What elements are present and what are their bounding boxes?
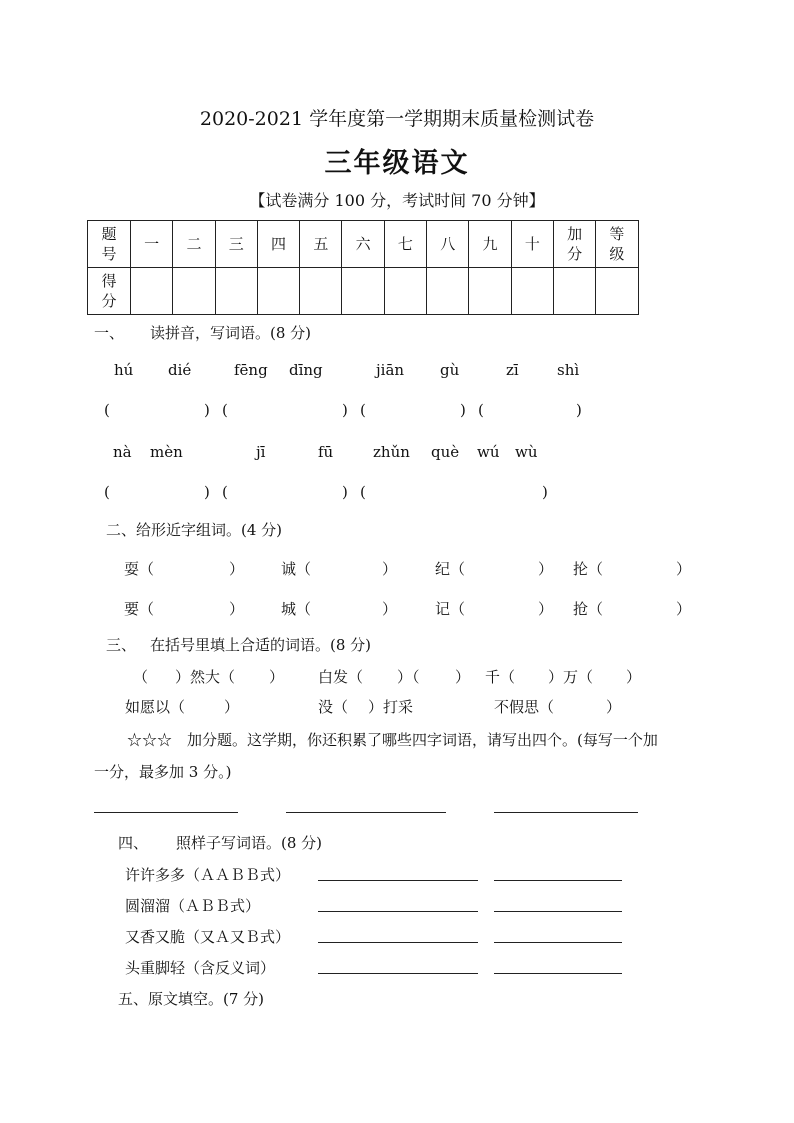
pinyin: zhǔn — [373, 443, 410, 461]
blank-text: ）（ — [397, 668, 420, 686]
score-cell[interactable] — [131, 268, 173, 315]
header-cell: 一 — [131, 221, 173, 268]
char-item-close: ） — [229, 560, 245, 578]
char-item: 城（ — [281, 600, 312, 618]
pinyin: gù — [440, 361, 460, 379]
answer-line[interactable] — [318, 973, 478, 974]
answer-line[interactable] — [494, 812, 638, 813]
blank-text: ）打采 — [368, 698, 414, 716]
score-cell[interactable] — [511, 268, 553, 315]
score-cell[interactable] — [257, 268, 299, 315]
char-item-close: ） — [382, 560, 398, 578]
pinyin: nà — [113, 443, 132, 461]
blank-text: 不假思（ — [494, 698, 555, 716]
answer-line[interactable] — [318, 911, 478, 912]
header-cell-label: 题 号 — [88, 221, 131, 268]
pattern-example: 又香又脆（又Ａ又Ｂ式） — [125, 928, 291, 946]
pinyin: dié — [168, 361, 192, 379]
q3-number: 三、 — [106, 636, 137, 654]
char-item-close: ） — [676, 560, 692, 578]
exam-title: 2020-2021 学年度第一学期期末质量检测试卷 — [199, 108, 595, 130]
score-table-score-row — [88, 268, 639, 315]
score-table-header-row — [88, 221, 639, 268]
score-cell[interactable] — [300, 268, 342, 315]
score-cell[interactable] — [596, 268, 638, 315]
char-item: 记（ — [435, 600, 466, 618]
pinyin: fēng — [234, 361, 268, 379]
score-row-label: 得 分 — [88, 268, 131, 315]
answer-paren-open: ( — [222, 401, 228, 419]
answer-paren-close: ) — [460, 401, 466, 419]
pattern-example: 头重脚轻（含反义词） — [125, 959, 276, 977]
answer-paren-close: ) — [342, 483, 348, 501]
char-item-close: ） — [229, 600, 245, 618]
pinyin: què — [431, 443, 460, 461]
answer-paren-open: ( — [222, 483, 228, 501]
answer-line[interactable] — [494, 880, 622, 881]
blank-text: ） — [224, 698, 240, 716]
pattern-example: 圆溜溜（ＡＢＢ式） — [125, 897, 261, 915]
char-item: 诚（ — [281, 560, 312, 578]
char-item: 耍（ — [124, 560, 155, 578]
q3-heading: 在括号里填上合适的词语。(8 分) — [150, 636, 372, 654]
char-item: 抡（ — [573, 560, 604, 578]
answer-paren-close: ) — [204, 483, 210, 501]
header-cell: 九 — [469, 221, 511, 268]
q1-number: 一、 — [94, 324, 125, 342]
char-item: 要（ — [124, 600, 155, 618]
char-item-close: ） — [676, 600, 692, 618]
header-cell: 七 — [384, 221, 426, 268]
score-cell[interactable] — [469, 268, 511, 315]
pinyin: shì — [557, 361, 580, 379]
pinyin: dīng — [289, 361, 323, 379]
blank-text: ）然大（ — [175, 668, 236, 686]
blank-text: 没（ — [318, 698, 349, 716]
blank-text: 如愿以（ — [125, 698, 186, 716]
pinyin: wú — [477, 443, 500, 461]
q2-heading: 二、给形近字组词。(4 分) — [106, 521, 283, 539]
answer-paren-close: ) — [542, 483, 548, 501]
header-cell-grade: 等 级 — [596, 221, 638, 268]
blank-text: 千（ — [485, 668, 516, 686]
bonus-question-cont: 一分，最多加 3 分。) — [94, 763, 232, 781]
answer-paren-open: ( — [360, 483, 366, 501]
exam-subtitle: 三年级语文 — [324, 148, 470, 179]
blank-text: ） — [606, 698, 622, 716]
answer-paren-close: ) — [204, 401, 210, 419]
answer-paren-open: ( — [104, 483, 110, 501]
answer-paren-open: ( — [360, 401, 366, 419]
header-cell: 三 — [215, 221, 257, 268]
header-cell: 五 — [300, 221, 342, 268]
answer-line[interactable] — [494, 911, 622, 912]
q1-heading: 读拼音，写词语。(8 分) — [150, 324, 312, 342]
header-cell: 八 — [427, 221, 469, 268]
answer-line[interactable] — [318, 942, 478, 943]
answer-paren-close: ) — [342, 401, 348, 419]
q4-heading: 照样子写词语。(8 分) — [176, 834, 323, 852]
answer-line[interactable] — [494, 973, 622, 974]
pinyin: jī — [256, 443, 266, 461]
char-item: 纪（ — [435, 560, 466, 578]
blank-text: ）万（ — [548, 668, 594, 686]
answer-line[interactable] — [318, 880, 478, 881]
answer-paren-close: ) — [576, 401, 582, 419]
header-cell: 二 — [173, 221, 215, 268]
header-cell: 十 — [511, 221, 553, 268]
blank-text: 白发（ — [318, 668, 364, 686]
blank-text: （ — [133, 668, 149, 686]
score-cell[interactable] — [342, 268, 384, 315]
answer-line[interactable] — [94, 812, 238, 813]
pattern-example: 许许多多（ＡＡＢＢ式） — [125, 866, 291, 884]
char-item: 抢（ — [573, 600, 604, 618]
blank-text: ） — [269, 668, 285, 686]
q5-heading: 五、原文填空。(7 分) — [118, 990, 265, 1008]
pinyin: mèn — [150, 443, 183, 461]
blank-text: ） — [455, 668, 471, 686]
score-cell[interactable] — [173, 268, 215, 315]
q4-number: 四、 — [118, 834, 149, 852]
pinyin: jiān — [376, 361, 405, 379]
header-cell-bonus: 加 分 — [553, 221, 595, 268]
score-cell[interactable] — [215, 268, 257, 315]
score-table — [87, 220, 639, 315]
score-cell[interactable] — [427, 268, 469, 315]
char-item-close: ） — [538, 600, 554, 618]
score-cell[interactable] — [553, 268, 595, 315]
header-cell: 四 — [257, 221, 299, 268]
pinyin: wù — [515, 443, 538, 461]
pinyin: fū — [318, 443, 334, 461]
char-item-close: ） — [382, 600, 398, 618]
answer-line[interactable] — [494, 942, 622, 943]
answer-paren-open: ( — [104, 401, 110, 419]
blank-text: ） — [626, 668, 642, 686]
pinyin: zī — [506, 361, 519, 379]
answer-paren-open: ( — [478, 401, 484, 419]
exam-note: 【试卷满分 100 分，考试时间 70 分钟】 — [249, 191, 545, 210]
bonus-question: ☆☆☆ 加分题。这学期，你还积累了哪些四字词语，请写出四个。(每写一个加 — [127, 731, 658, 749]
char-item-close: ） — [538, 560, 554, 578]
answer-line[interactable] — [286, 812, 446, 813]
score-cell[interactable] — [384, 268, 426, 315]
pinyin: hú — [114, 361, 134, 379]
header-cell: 六 — [342, 221, 384, 268]
